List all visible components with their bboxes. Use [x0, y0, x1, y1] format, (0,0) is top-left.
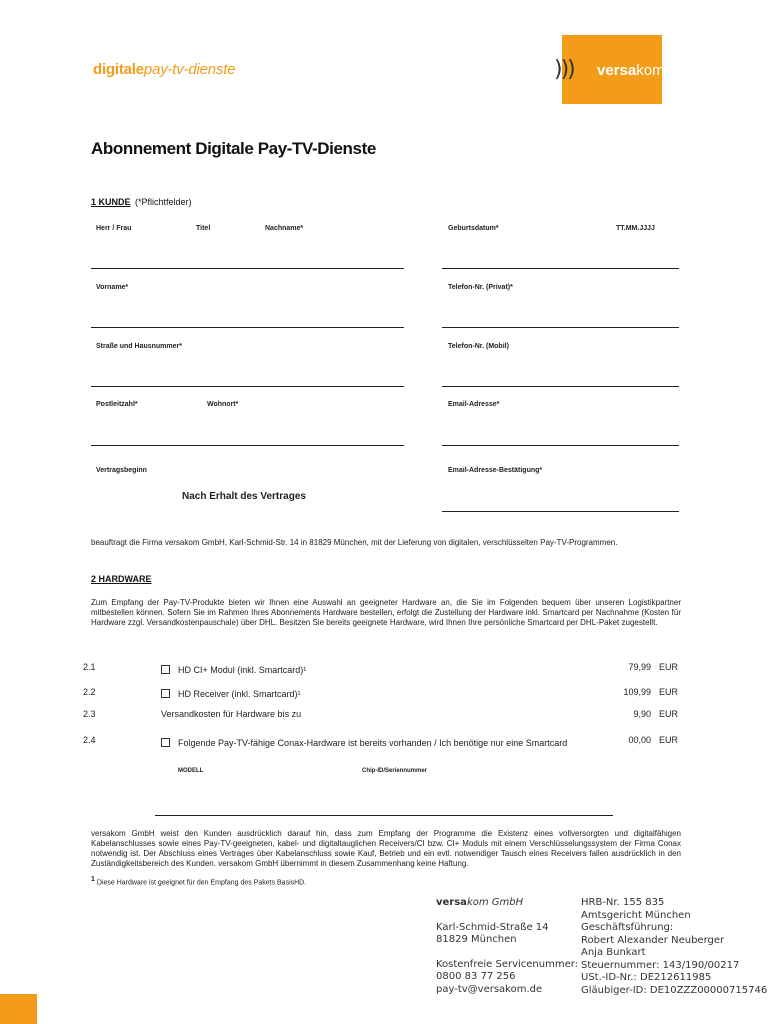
footer-manager2: Anja Bunkart — [581, 947, 646, 958]
label-chip-id: Chip-ID/Seriennummer — [362, 768, 428, 774]
label-phone-private: Telefon-Nr. (Privat)* — [448, 284, 513, 291]
section2-heading: 2 HARDWARE — [91, 574, 152, 584]
footnote — [91, 876, 306, 886]
label-date-format: TT.MM.JJJJ — [616, 225, 655, 232]
hardware-intro: Zum Empfang der Pay-TV-Produkte bieten wir Ihnen eine Auswahl an geeigneter Hardware an, die Sie im Folgenden bequem über unseren Logistikpartner mitbestellen können. Sofern Sie im Rahmen Ihres Abonnements Hardware bestellen, erfolgt die Zustellung der Hardware inkl. Smartcard per Nachnahme (Kosten für Hardware zzgl. Versandkostenpauschale) über DHL. Besitzen Sie bereits geeignete Hardware, wird Ihnen Ihre persönliche Smartcard per DHL-Paket zugestellt. — [91, 598, 681, 627]
checkbox-ci-modul[interactable] — [161, 665, 170, 674]
label-city: Wohnort* — [207, 401, 239, 408]
item-price: 79,99 — [628, 662, 651, 672]
brand-wordmark — [93, 61, 235, 78]
section1-heading: 1 KUNDE — [91, 197, 131, 207]
brand-italic: pay-tv-dienste — [143, 61, 236, 78]
item-number: 2.3 — [83, 709, 96, 719]
footer-creditor-id: Gläubiger-ID: DE10ZZZ00000715746 — [581, 984, 768, 996]
versakom-logo — [554, 35, 665, 104]
footer-hrb: HRB-Nr. 155 835 — [581, 897, 665, 908]
footer-phone[interactable]: 0800 83 77 256 — [436, 971, 516, 982]
required-note: (*Pflichtfelder) — [134, 197, 192, 207]
footer-tax-no: Steuernummer: 143/190/00217 — [581, 959, 740, 971]
label-lastname: Nachname* — [265, 225, 304, 232]
footer-city: 81829 München — [436, 934, 517, 945]
footer-vat-id: USt.-ID-Nr.: DE212611985 — [581, 972, 712, 983]
item-number: 2.1 — [83, 662, 96, 672]
label-zip: Postleitzahl* — [96, 401, 138, 408]
footer-management-label: Geschäftsführung: — [581, 922, 674, 933]
label-email: Email-Adresse* — [448, 401, 500, 408]
label-contract-start: Vertragsbeginn — [96, 467, 147, 474]
item-label: Versandkosten für Hardware bis zu — [161, 709, 302, 719]
item-currency: EUR — [659, 709, 679, 719]
item-currency: EUR — [659, 687, 679, 697]
checkbox-existing-hardware[interactable] — [161, 738, 170, 747]
label-email-confirm: Email-Adresse-Bestätigung* — [448, 467, 543, 474]
item-label: HD Receiver (inkl. Smartcard)¹ — [178, 689, 301, 699]
field-zip-city-line[interactable] — [91, 445, 404, 446]
item-number: 2.2 — [83, 687, 96, 697]
label-phone-mobile: Telefon-Nr. (Mobil) — [448, 343, 509, 350]
section1-heading-row — [91, 192, 192, 210]
field-street-line[interactable] — [91, 386, 404, 387]
item-currency: EUR — [659, 662, 679, 672]
checkbox-hd-receiver[interactable] — [161, 689, 170, 698]
footer-email[interactable]: pay-tv@versakom.de — [436, 983, 543, 995]
brand-bold: digitale — [93, 61, 144, 78]
label-firstname: Vorname* — [96, 284, 129, 291]
logo-name: versakom — [597, 62, 665, 79]
footer-manager1: Robert Alexander Neuberger — [581, 934, 725, 946]
footer-service-label: Kostenfreie Servicenummer: — [436, 958, 579, 970]
field-model-chip-line[interactable] — [155, 815, 613, 816]
signal-waves-icon: ))) — [554, 57, 574, 82]
footnote-text: Diese Hardware ist geeignet für den Empfang des Pakets BasisHD. — [96, 879, 307, 887]
field-email-line[interactable] — [442, 445, 679, 446]
item-price: 109,99 — [623, 687, 651, 697]
item-label: Folgende Pay-TV-fähige Conax-Hardware ist bereits vorhanden / Ich benötige nur eine Smartcard — [178, 738, 568, 748]
commission-text: beauftragt die Firma versakom GmbH, Karl-Schmid-Str. 14 in 81829 München, mit der Lieferung von digitalen, verschlüsselten Pay-TV-Programmen. — [91, 538, 618, 547]
footer-company-block — [436, 897, 578, 996]
field-firstname-line[interactable] — [91, 327, 404, 328]
footer-street: Karl-Schmid-Straße 14 — [436, 921, 549, 933]
label-model: MODELL — [178, 768, 204, 774]
label-birthdate: Geburtsdatum* — [448, 225, 499, 232]
legal-disclaimer: versakom GmbH weist den Kunden ausdrücklich darauf hin, dass zum Empfang der Programme die Existenz eines vollversorgten und digitalfähigen Kabelanschlusses sowie eines Pay-TV-geeigneten, kabel- und digitaltauglichen Receivers/CI bzw. CI+ Moduls mit einem Verschlüsselungssystem der Firma Conax notwendig ist. Der Abschluss eines Vertrages über Kabelanschluss sowie Kauf, Betrieb und ein evtl. notwendiger Tausch eines Receivers fallen ausdrücklich in den Zuständigkeitsbereich des Kunden. versakom GmbH übernimmt in diesem Zusammenhang keine Haftung. — [91, 829, 681, 868]
footer-legal-block — [581, 897, 767, 997]
field-name-line[interactable] — [91, 268, 404, 269]
field-email-confirm-line[interactable] — [442, 511, 679, 512]
label-salutation: Herr / Frau — [96, 225, 132, 232]
corner-accent — [0, 994, 37, 1024]
footer-court: Amtsgericht München — [581, 909, 691, 921]
footnote-mark: 1 — [91, 876, 95, 883]
field-phone-private-line[interactable] — [442, 327, 679, 328]
item-price: 9,90 — [633, 709, 651, 719]
item-currency: EUR — [659, 735, 679, 745]
field-phone-mobile-line[interactable] — [442, 386, 679, 387]
footer-company: versakom GmbH — [436, 897, 524, 908]
page-title: Abonnement Digitale Pay-TV-Dienste — [91, 139, 376, 158]
label-street: Straße und Hausnummer* — [96, 343, 182, 350]
item-price: 00,00 — [628, 735, 651, 745]
label-titel: Titel — [196, 225, 211, 232]
contract-start-value: Nach Erhalt des Vertrages — [182, 491, 306, 502]
item-number: 2.4 — [83, 735, 96, 745]
item-label: HD CI+ Modul (inkl. Smartcard)¹ — [178, 665, 307, 675]
field-birthdate-line[interactable] — [442, 268, 679, 269]
